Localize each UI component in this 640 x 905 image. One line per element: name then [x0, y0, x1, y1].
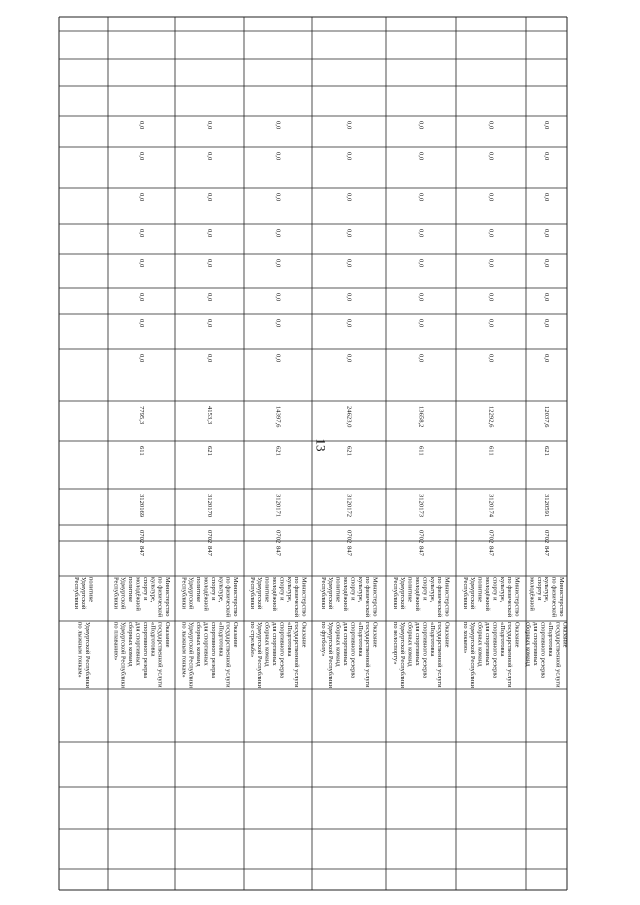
- expense-type-cell: [176, 442, 243, 488]
- zero-value-cell: [527, 350, 566, 400]
- grbs-code-cell-text: 847: [138, 546, 145, 556]
- expense-type-cell: [527, 442, 566, 488]
- target-article-cell-text: 3120171: [274, 494, 282, 518]
- page-number-text: 13: [313, 438, 328, 452]
- zero-value-cell-text: 0,0: [138, 293, 145, 302]
- section-code-cell: [109, 526, 174, 544]
- target-article-cell-text: 3120174: [487, 494, 495, 518]
- section-code-cell-text: 0702: [274, 530, 282, 544]
- zero-value-cell-text: 0,0: [138, 354, 145, 363]
- fragment-ministry-cell: [60, 577, 107, 620]
- zero-value-cell: [109, 225, 174, 253]
- zero-value-cell: [457, 255, 525, 287]
- zero-value-cell-text: 0,0: [206, 193, 213, 202]
- zero-value-cell: [109, 255, 174, 287]
- target-article-cell: [176, 490, 243, 524]
- activity-cell: [245, 622, 311, 688]
- zero-value-cell-text: 0,0: [274, 293, 282, 302]
- zero-value-cell: [527, 189, 566, 223]
- grbs-code-cell: [313, 542, 385, 575]
- zero-value-cell-text: 0,0: [417, 229, 425, 238]
- zero-value-cell: [313, 315, 385, 348]
- zero-value-cell: [457, 148, 525, 187]
- zero-value-cell-text: 0,0: [487, 152, 495, 161]
- activity-cell: [457, 622, 525, 688]
- activity-cell-text: Оказание государственной услуги «Подготовка спортивного резерва для спортивных сборных команд Удмуртской Республики по лыжным гонкам»: [180, 622, 240, 688]
- zero-value-cell-text: 0,0: [274, 319, 282, 328]
- zero-value-cell: [109, 189, 174, 223]
- zero-value-cell: [109, 289, 174, 313]
- zero-value-cell-text: 0,0: [543, 121, 550, 130]
- zero-value-cell-text: 0,0: [487, 229, 495, 238]
- zero-value-cell-text: 0,0: [274, 152, 282, 161]
- zero-value-cell: [313, 289, 385, 313]
- ministry-cell-text: Министерство по физической культуре, спорту и молодёжной политике Удмуртской Республики: [319, 577, 379, 618]
- zero-value-cell: [313, 350, 385, 400]
- ministry-cell: [527, 577, 566, 620]
- zero-value-cell-text: 0,0: [543, 354, 550, 363]
- zero-value-cell-text: 0,0: [417, 354, 425, 363]
- zero-value-cell-text: 0,0: [417, 193, 425, 202]
- expense-type-cell: [109, 442, 174, 488]
- ministry-cell: [387, 577, 455, 620]
- zero-value-cell-text: 0,0: [206, 319, 213, 328]
- zero-value-cell-text: 0,0: [417, 259, 425, 268]
- zero-value-cell: [457, 117, 525, 146]
- zero-value-cell: [457, 315, 525, 348]
- activity-cell: [524, 622, 569, 688]
- grbs-code-cell: [387, 542, 455, 575]
- target-article-cell: [245, 490, 311, 524]
- activity-cell: [313, 622, 385, 688]
- zero-value-cell-text: 0,0: [345, 152, 353, 161]
- amount-cell-text: 7795,3: [138, 406, 145, 425]
- grbs-code-cell-text: 847: [543, 546, 550, 556]
- expense-type-cell-text: 611: [417, 446, 425, 456]
- zero-value-cell-text: 0,0: [543, 293, 550, 302]
- ministry-cell: [176, 577, 243, 620]
- expense-type-cell-text: 621: [543, 446, 550, 456]
- expense-type-cell-text: 611: [487, 446, 495, 456]
- target-article-cell-text: 3120170: [206, 494, 213, 518]
- ministry-cell-text: Министерство по физической культуре, спорту и молодёжной политике Удмуртской Республики: [248, 577, 308, 618]
- zero-value-cell: [176, 148, 243, 187]
- zero-value-cell: [387, 117, 455, 146]
- zero-value-cell: [245, 255, 311, 287]
- amount-cell: [457, 402, 525, 440]
- grbs-code-cell-text: 847: [487, 546, 495, 556]
- zero-value-cell: [176, 117, 243, 146]
- ministry-cell-text: Министерство по физической культуре, спорту и молодёжной политике Удмуртской Республики: [461, 577, 521, 618]
- zero-value-cell-text: 0,0: [345, 121, 353, 130]
- zero-value-cell: [527, 148, 566, 187]
- section-code-cell: [457, 526, 525, 544]
- activity-cell-text: Оказание государственной услуги «Подготовка спортивного резерва для спортивных сборных команд Удмуртской Республики по стрельбе»: [248, 622, 308, 688]
- section-code-cell-text: 0702: [345, 530, 353, 544]
- zero-value-cell-text: 0,0: [487, 193, 495, 202]
- zero-value-cell-text: 0,0: [206, 354, 213, 363]
- activity-cell-text: Оказание государственной услуги «Подготовка спортивного резерва для спортивных сборных команд Удмуртской Республики по велоспорту»: [391, 622, 451, 688]
- zero-value-cell-text: 0,0: [543, 259, 550, 268]
- activity-cell: [176, 622, 243, 688]
- zero-value-cell-text: 0,0: [345, 293, 353, 302]
- zero-value-cell: [313, 225, 385, 253]
- zero-value-cell-text: 0,0: [274, 193, 282, 202]
- zero-value-cell-text: 0,0: [417, 319, 425, 328]
- zero-value-cell: [176, 225, 243, 253]
- activity-cell-text: Оказание государственной услуги «Подготовка спортивного резерва для спортивных сборных команд Удмуртской Республики по футболу»: [319, 622, 379, 688]
- amount-cell: [387, 402, 455, 440]
- zero-value-cell: [527, 117, 566, 146]
- activity-cell: [109, 622, 174, 688]
- zero-value-cell: [245, 225, 311, 253]
- zero-value-cell: [109, 148, 174, 187]
- zero-value-cell-text: 0,0: [206, 229, 213, 238]
- zero-value-cell-text: 0,0: [487, 319, 495, 328]
- grbs-code-cell-text: 847: [206, 546, 213, 556]
- zero-value-cell: [176, 315, 243, 348]
- zero-value-cell-text: 0,0: [345, 229, 353, 238]
- zero-value-cell: [387, 289, 455, 313]
- zero-value-cell-text: 0,0: [274, 354, 282, 363]
- amount-cell: [176, 402, 243, 440]
- zero-value-cell: [176, 255, 243, 287]
- section-code-cell-text: 0702: [206, 530, 213, 544]
- amount-cell-text: 4153,3: [206, 406, 213, 425]
- expense-type-cell-text: 611: [138, 446, 145, 456]
- fragment-activity-cell: [60, 622, 107, 688]
- section-code-cell-text: 0702: [487, 530, 495, 544]
- zero-value-cell: [387, 148, 455, 187]
- target-article-cell-text: 3120169: [138, 494, 145, 518]
- zero-value-cell: [387, 225, 455, 253]
- expense-type-cell-text: 621: [206, 446, 213, 456]
- zero-value-cell: [176, 289, 243, 313]
- grbs-code-cell-text: 847: [274, 546, 282, 556]
- zero-value-cell-text: 0,0: [345, 259, 353, 268]
- section-code-cell: [245, 526, 311, 544]
- zero-value-cell-text: 0,0: [487, 354, 495, 363]
- zero-value-cell: [245, 189, 311, 223]
- amount-cell-text: 12037,6: [543, 406, 550, 428]
- zero-value-cell: [527, 289, 566, 313]
- grbs-code-cell: [109, 542, 174, 575]
- activity-cell-text: Оказание государственной услуги «Подготовка спортивного резерва для спортивных сборных команд Удмуртской Республики по хоккею»: [461, 622, 521, 688]
- zero-value-cell: [245, 148, 311, 187]
- zero-value-cell: [457, 350, 525, 400]
- expense-type-cell-text: 621: [345, 446, 353, 456]
- ministry-cell: [457, 577, 525, 620]
- section-code-cell: [387, 526, 455, 544]
- zero-value-cell: [527, 315, 566, 348]
- zero-value-cell: [313, 189, 385, 223]
- zero-value-cell: [109, 117, 174, 146]
- grbs-code-cell: [245, 542, 311, 575]
- section-code-cell-text: 0702: [417, 530, 425, 544]
- amount-cell-text: 24623,0: [345, 406, 353, 428]
- target-article-cell: [313, 490, 385, 524]
- grbs-code-cell: [457, 542, 525, 575]
- grbs-code-cell: [176, 542, 243, 575]
- zero-value-cell: [176, 350, 243, 400]
- ministry-cell: [313, 577, 385, 620]
- expense-type-cell: [245, 442, 311, 488]
- amount-cell: [313, 402, 385, 440]
- budget-table: [59, 17, 567, 890]
- zero-value-cell-text: 0,0: [543, 152, 550, 161]
- zero-value-cell: [245, 289, 311, 313]
- zero-value-cell-text: 0,0: [417, 152, 425, 161]
- zero-value-cell-text: 0,0: [274, 259, 282, 268]
- zero-value-cell: [387, 350, 455, 400]
- section-code-cell-text: 0702: [543, 530, 550, 544]
- ministry-cell-text: Министерство по физической культуре, спорту и молодёжной политике Удмуртской Республики: [180, 577, 240, 618]
- target-article-cell: [457, 490, 525, 524]
- zero-value-cell-text: 0,0: [417, 293, 425, 302]
- ministry-cell-text: Министерство по физической культуре, спорту и молодёжной политике Удмуртской Республики: [112, 577, 172, 618]
- zero-value-cell: [313, 255, 385, 287]
- zero-value-cell-text: 0,0: [417, 121, 425, 130]
- zero-value-cell-text: 0,0: [138, 259, 145, 268]
- amount-cell-text: 14397,6: [274, 406, 282, 428]
- target-article-cell-text: 3120591: [543, 494, 550, 518]
- zero-value-cell-text: 0,0: [487, 259, 495, 268]
- ministry-cell-text: Министерство по физической культуре, спорту и молодёжной политике Удмуртской Республики: [391, 577, 451, 618]
- zero-value-cell: [387, 315, 455, 348]
- amount-cell: [109, 402, 174, 440]
- zero-value-cell-text: 0,0: [138, 121, 145, 130]
- ministry-cell: [109, 577, 174, 620]
- zero-value-cell: [176, 189, 243, 223]
- zero-value-cell-text: 0,0: [206, 259, 213, 268]
- zero-value-cell: [313, 117, 385, 146]
- zero-value-cell-text: 0,0: [206, 293, 213, 302]
- zero-value-cell-text: 0,0: [274, 229, 282, 238]
- zero-value-cell-text: 0,0: [345, 354, 353, 363]
- zero-value-cell-text: 0,0: [138, 229, 145, 238]
- zero-value-cell-text: 0,0: [543, 229, 550, 238]
- section-code-cell-text: 0702: [138, 530, 145, 544]
- ministry-cell: [245, 577, 311, 620]
- zero-value-cell: [387, 255, 455, 287]
- grbs-code-cell: [527, 542, 566, 575]
- zero-value-cell: [245, 117, 311, 146]
- activity-cell-text: Оказание государственной услуги «Подготовка спортивного резерва для спортивных сборных команд: [524, 622, 569, 688]
- zero-value-cell-text: 0,0: [543, 193, 550, 202]
- zero-value-cell: [457, 189, 525, 223]
- grbs-code-cell-text: 847: [345, 546, 353, 556]
- expense-type-cell: [457, 442, 525, 488]
- expense-type-cell-text: 621: [274, 446, 282, 456]
- fragment-activity-cell-text: Удмуртской Республики по лыжным гонкам»: [76, 622, 91, 688]
- zero-value-cell-text: 0,0: [138, 152, 145, 161]
- expense-type-cell: [313, 442, 385, 488]
- zero-value-cell-text: 0,0: [138, 193, 145, 202]
- zero-value-cell: [457, 289, 525, 313]
- zero-value-cell-text: 0,0: [206, 121, 213, 130]
- target-article-cell: [109, 490, 174, 524]
- section-code-cell: [527, 526, 566, 544]
- target-article-cell-text: 3120173: [417, 494, 425, 518]
- zero-value-cell-text: 0,0: [487, 121, 495, 130]
- zero-value-cell: [527, 225, 566, 253]
- zero-value-cell: [245, 350, 311, 400]
- amount-cell-text: 12292,6: [487, 406, 495, 428]
- amount-cell: [527, 402, 566, 440]
- amount-cell: [245, 402, 311, 440]
- section-code-cell: [176, 526, 243, 544]
- zero-value-cell-text: 0,0: [487, 293, 495, 302]
- zero-value-cell-text: 0,0: [345, 193, 353, 202]
- zero-value-cell: [387, 189, 455, 223]
- zero-value-cell-text: 0,0: [543, 319, 550, 328]
- section-code-cell: [313, 526, 385, 544]
- zero-value-cell: [109, 350, 174, 400]
- zero-value-cell-text: 0,0: [345, 319, 353, 328]
- zero-value-cell: [109, 315, 174, 348]
- target-article-cell-text: 3120172: [345, 494, 353, 518]
- ministry-cell-text: Министерство по физической культуре, спорту и молодёжной: [528, 577, 566, 618]
- activity-cell: [387, 622, 455, 688]
- zero-value-cell-text: 0,0: [138, 319, 145, 328]
- amount-cell-text: 13658,2: [417, 406, 425, 428]
- zero-value-cell: [313, 148, 385, 187]
- zero-value-cell: [245, 315, 311, 348]
- activity-cell-text: Оказание государственной услуги «Подготовка спортивного резерва для спортивных сборных команд Удмуртской Республики по плаванию»: [112, 622, 172, 688]
- target-article-cell: [387, 490, 455, 524]
- grbs-code-cell-text: 847: [417, 546, 425, 556]
- zero-value-cell-text: 0,0: [274, 121, 282, 130]
- fragment-ministry-cell-text: политике Удмуртской Республики: [72, 577, 95, 610]
- zero-value-cell: [527, 255, 566, 287]
- target-article-cell: [527, 490, 566, 524]
- expense-type-cell: [387, 442, 455, 488]
- zero-value-cell-text: 0,0: [206, 152, 213, 161]
- zero-value-cell: [457, 225, 525, 253]
